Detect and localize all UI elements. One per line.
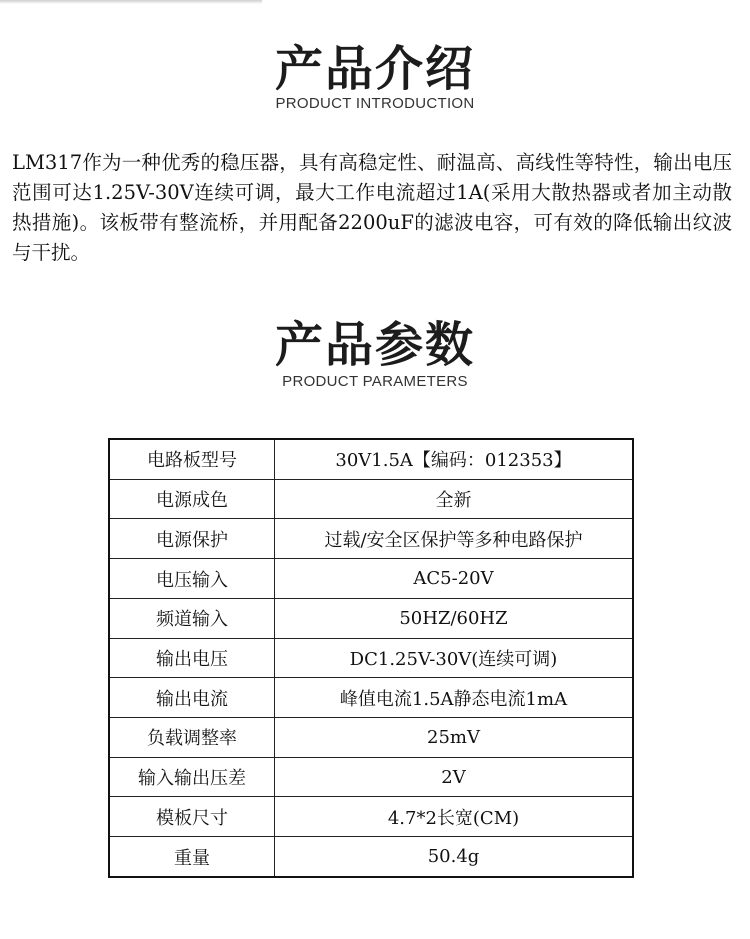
param-value: 2V — [275, 757, 634, 797]
parameters-table — [108, 438, 634, 878]
param-label: 电压输入 — [109, 559, 275, 599]
param-label: 电源成色 — [109, 479, 275, 519]
params-subtitle: PRODUCT PARAMETERS — [282, 373, 468, 390]
table-row — [109, 479, 633, 519]
param-label: 频道输入 — [109, 598, 275, 638]
param-value: 全新 — [275, 479, 634, 519]
intro-subtitle: PRODUCT INTRODUCTION — [275, 95, 475, 112]
param-value: 过载/安全区保护等多种电路保护 — [275, 519, 634, 559]
param-value: DC1.25V-30V(连续可调) — [275, 638, 634, 678]
param-label: 负载调整率 — [109, 718, 275, 758]
params-title: 产品参数 — [274, 317, 475, 373]
table-row — [109, 678, 633, 718]
param-value: 4.7*2长宽(CM) — [275, 797, 634, 837]
param-label: 重量 — [109, 837, 275, 877]
table-row — [109, 559, 633, 599]
table-row — [109, 837, 633, 877]
param-label: 电路板型号 — [109, 439, 275, 479]
table-row — [109, 598, 633, 638]
intro-paragraph: LM317作为一种优秀的稳压器，具有高稳定性、耐温高、高线性等特性，输出电压范围可达1.25V-30V连续可调，最大工作电流超过1A(采用大散热器或者加主动散热措施)。该板带有整流桥，并用配备2200uF的滤波电容，可有效的降低输出纹波与干扰。 — [12, 151, 732, 264]
param-value: 30V1.5A【编码：012353】 — [275, 439, 634, 479]
table-row — [109, 638, 633, 678]
param-label: 电源保护 — [109, 519, 275, 559]
param-label: 模板尺寸 — [109, 797, 275, 837]
param-value: 峰值电流1.5A静态电流1mA — [275, 678, 634, 718]
intro-title: 产品介绍 — [274, 41, 475, 97]
top-shadow-divider — [0, 0, 262, 4]
param-value: 50.4g — [275, 837, 634, 877]
param-value: 25mV — [275, 718, 634, 758]
table-row — [109, 718, 633, 758]
param-value: AC5-20V — [275, 559, 634, 599]
table-row — [109, 797, 633, 837]
param-value: 50HZ/60HZ — [275, 598, 634, 638]
param-label: 输出电压 — [109, 638, 275, 678]
table-row — [109, 439, 633, 479]
param-label: 输入输出压差 — [109, 757, 275, 797]
param-label: 输出电流 — [109, 678, 275, 718]
table-row — [109, 757, 633, 797]
table-row — [109, 519, 633, 559]
